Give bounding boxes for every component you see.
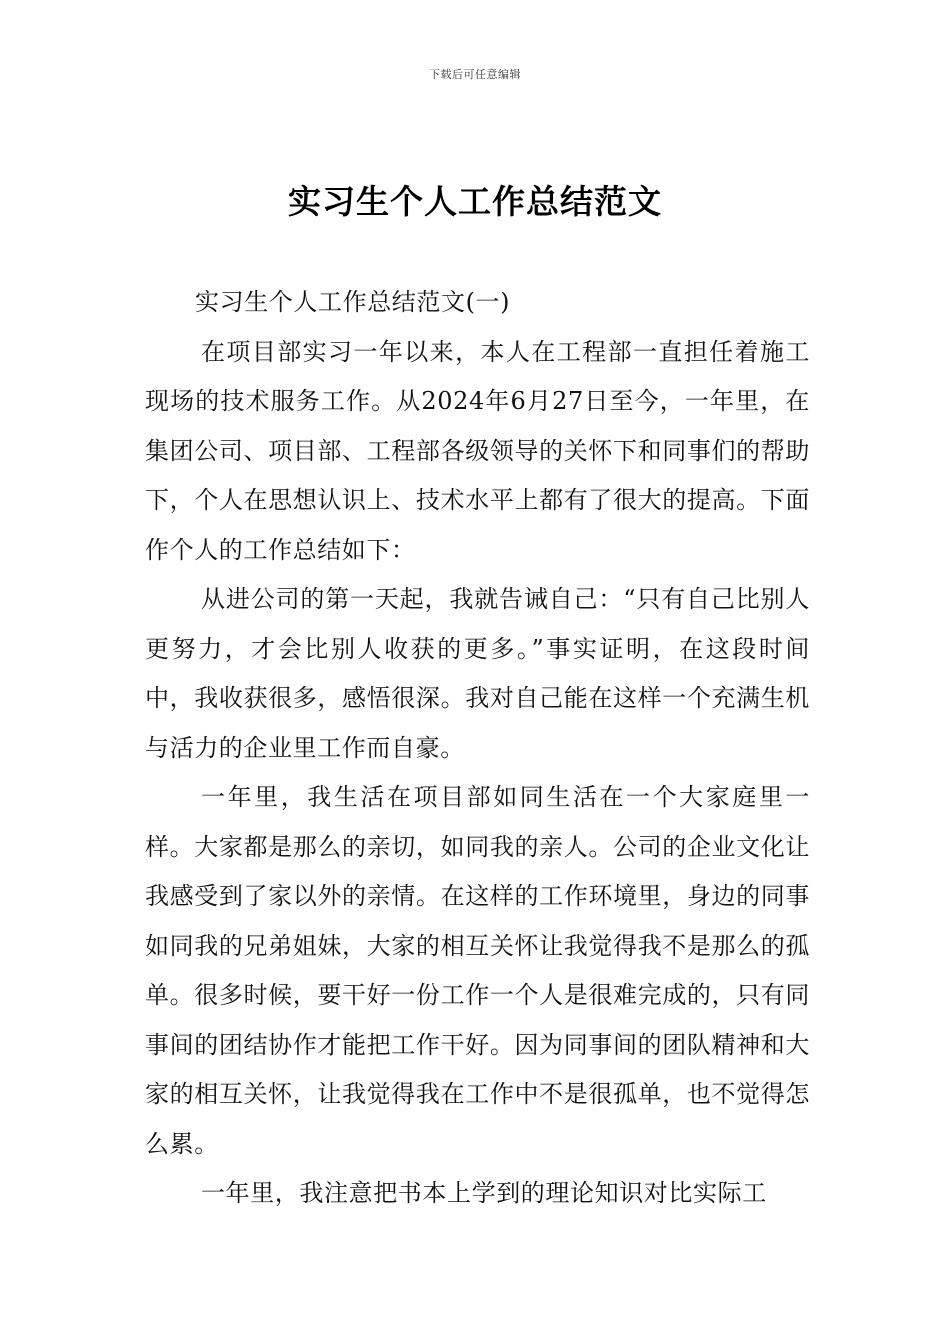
paragraph-team: 一年里，我生活在项目部如同生活在一个大家庭里一样。大家都是那么的亲切，如同我的亲人。公司的企业文化让我感受到了家以外的亲情。在这样的工作环境里，身边的同事如同我的兄弟姐妹，大家的相互关怀让我觉得我不是那么的孤单。很多时候，要干好一份工作一个人是很难完成的，只有同事间的团结协作才能把工作干好。因为同事间的团队精神和大家的相互关怀，让我觉得我在工作中不是很孤单，也不觉得怎么累。 — [145, 783, 810, 1158]
document-body — [145, 278, 810, 1219]
header-note: 下载后可任意编辑 — [429, 68, 521, 81]
paragraph-intro: 在项目部实习一年以来，本人在工程部一直担任着施工现场的技术服务工作。从2024年6月27日至今，一年里，在集团公司、项目部、工程部各级领导的关怀下和同事们的帮助下，个人在思想认识上、技术水平上都有了很大的提高。下面作个人的工作总结如下： — [145, 337, 810, 564]
paragraph-study: 一年里，我注意把书本上学到的理论知识对比实际工 — [201, 1179, 767, 1207]
document-title: 实习生个人工作总结范文 — [288, 182, 662, 221]
paragraph-motto: 从进公司的第一天起，我就告诫自己：“只有自己比别人更努力，才会比别人收获的更多。”事实证明，在这段时间中，我收获很多，感悟很深。我对自己能在这样一个充满生机与活力的企业里工作而自豪。 — [145, 585, 810, 762]
section-subheading: 实习生个人工作总结范文(一) — [195, 288, 511, 316]
